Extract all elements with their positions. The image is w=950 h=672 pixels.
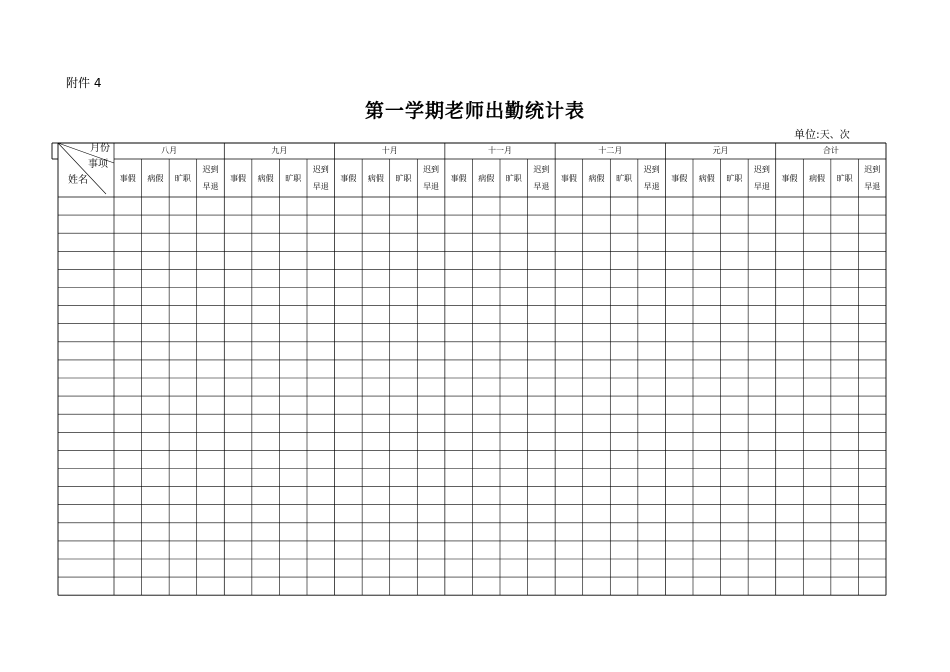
sub-header-late-line2: 早退 xyxy=(312,182,329,191)
sub-header-late-line1: 迟到 xyxy=(533,165,550,174)
sub-header-late-line1: 迟到 xyxy=(864,165,881,174)
sub-header-2: 病假 xyxy=(809,174,826,183)
sub-header-3: 旷职 xyxy=(174,174,191,183)
sub-header-2: 病假 xyxy=(478,174,495,183)
sub-header-late-line1: 迟到 xyxy=(643,165,660,174)
sub-header-late-line2: 早退 xyxy=(753,182,770,191)
sub-header-3: 旷职 xyxy=(285,174,302,183)
sub-header-late-line1: 迟到 xyxy=(202,165,219,174)
sub-header-2: 病假 xyxy=(367,174,384,183)
month-header-1: 八月 xyxy=(161,146,178,155)
month-header-5: 十二月 xyxy=(598,146,623,155)
sub-header-late-line2: 早退 xyxy=(423,182,440,191)
sub-header-late-line1: 迟到 xyxy=(423,165,440,174)
corner-month-label: 月份 xyxy=(90,143,110,154)
sub-header-1: 事假 xyxy=(671,174,688,183)
sub-header-1: 事假 xyxy=(340,174,357,183)
corner-item-label: 事项 xyxy=(88,159,108,170)
month-header-7: 合计 xyxy=(822,146,839,155)
sub-header-late-line2: 早退 xyxy=(533,182,550,191)
sub-header-late-line2: 早退 xyxy=(643,182,660,191)
sub-header-2: 病假 xyxy=(257,174,274,183)
sub-header-3: 旷职 xyxy=(836,174,853,183)
page-title: 第一学期老师出勤统计表 xyxy=(364,100,585,122)
month-header-4: 十一月 xyxy=(488,146,512,155)
sub-header-late-line1: 迟到 xyxy=(312,165,329,174)
sub-header-late-line2: 早退 xyxy=(864,182,881,191)
sub-header-3: 旷职 xyxy=(726,174,743,183)
sub-header-2: 病假 xyxy=(698,174,715,183)
unit-label: 单位: xyxy=(794,128,820,141)
month-header-6: 元月 xyxy=(712,146,729,155)
month-header-2: 九月 xyxy=(271,146,288,155)
sub-header-3: 旷职 xyxy=(616,174,633,183)
corner-name-label: 姓名 xyxy=(68,175,88,186)
month-header-3: 十月 xyxy=(381,146,398,155)
unit-value: 天、次 xyxy=(819,130,850,141)
sub-header-3: 旷职 xyxy=(395,174,412,183)
sub-header-1: 事假 xyxy=(230,174,247,183)
sub-header-3: 旷职 xyxy=(505,174,522,183)
sub-header-1: 事假 xyxy=(560,174,577,183)
sub-header-1: 事假 xyxy=(781,174,798,183)
sub-header-late-line1: 迟到 xyxy=(753,165,770,174)
sub-header-late-line2: 早退 xyxy=(202,182,219,191)
annex-label: 附件 4 xyxy=(66,76,102,90)
sub-header-2: 病假 xyxy=(588,174,605,183)
sub-header-2: 病假 xyxy=(147,174,164,183)
sub-header-1: 事假 xyxy=(119,174,136,183)
sub-header-1: 事假 xyxy=(450,174,467,183)
